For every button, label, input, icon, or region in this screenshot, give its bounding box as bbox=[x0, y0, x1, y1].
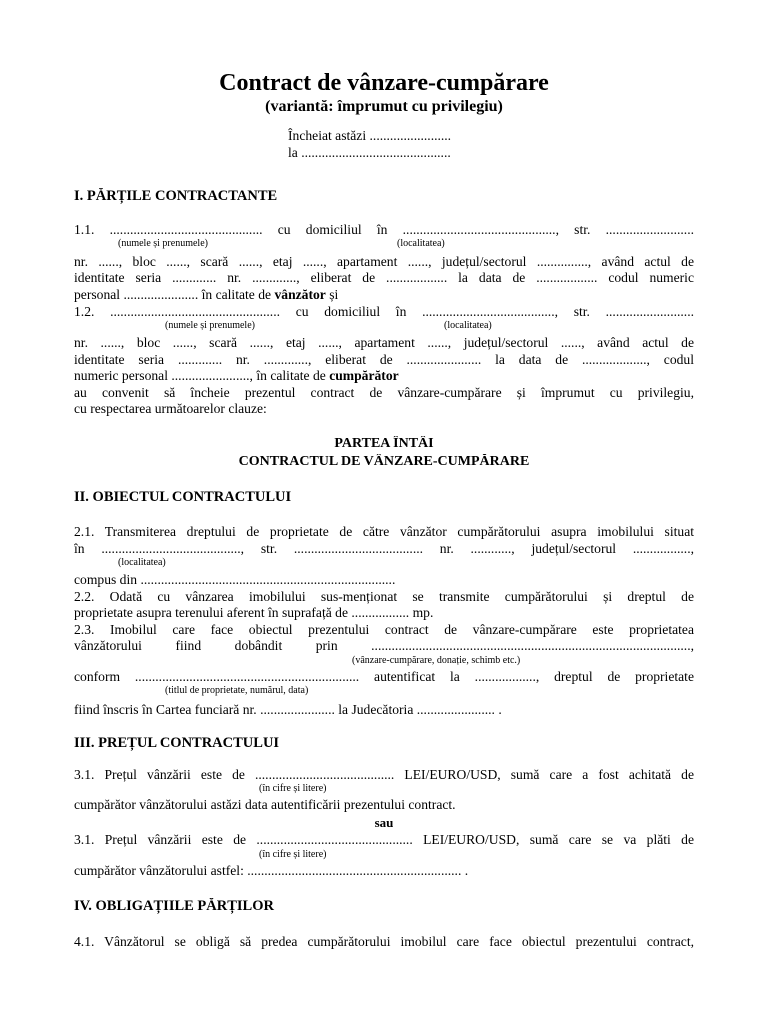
role-seller: vânzător bbox=[274, 287, 326, 302]
clause-2-3-line-4: fiind înscris în Cartea funciară nr. ...................... la Judecătoria ....................... . bbox=[74, 702, 502, 717]
caption-acquisition-mode: (vânzare-cumpărare, donație, schimb etc.) bbox=[352, 655, 521, 666]
clause-2-3-line-1: 2.3. Imobilul care face obiectul prezentului contract de vânzare-cumpărare este proprietatea bbox=[74, 622, 694, 637]
caption-amount-2: (în cifre și litere) bbox=[259, 849, 327, 860]
caption-locality-3: (localitatea) bbox=[118, 557, 166, 568]
caption-locality-2: (localitatea) bbox=[444, 320, 492, 331]
part-one-subheading: CONTRACTUL DE VÂNZARE-CUMPĂRARE bbox=[238, 454, 530, 469]
clause-1-1-line-1: 1.1. ............................................. cu domiciliul în ............................................., str. .......................... bbox=[74, 222, 694, 237]
clause-2-3-line-2: vânzătorului fiind dobândit prin .............................................................................................., bbox=[74, 638, 694, 653]
clause-1-2-line-2: nr. ......, bloc ......, scară ......, etaj ......, apartament ......, județul/sectorul ......, având actul de bbox=[74, 335, 694, 350]
clause-3-1a-line-2: cumpărător vânzătorului astăzi data autentificării prezentului contract. bbox=[74, 797, 456, 812]
section-2-heading: II. OBIECTUL CONTRACTULUI bbox=[74, 489, 292, 505]
agreement-line-2: cu respectarea următoarelor clauze: bbox=[74, 401, 267, 416]
caption-name-1: (numele și prenumele) bbox=[118, 238, 208, 249]
clause-3-1a-line-1: 3.1. Prețul vânzării este de ......................................... LEI/EURO/USD, sumă care a fost achitată de bbox=[74, 767, 694, 782]
clause-1-2-line-3: identitate seria ............. nr. ............., eliberat de ...................... la data de ..................., codul bbox=[74, 352, 694, 367]
intro-place-line: la ............................................ bbox=[288, 145, 451, 160]
part-one-heading: PARTEA ÎNTÂI bbox=[334, 436, 434, 451]
caption-amount-1: (în cifre și litere) bbox=[259, 783, 327, 794]
caption-property-title: (titlul de proprietate, numărul, data) bbox=[165, 685, 309, 696]
clause-2-2-line-1: 2.2. Odată cu vânzarea imobilului sus-menționat se transmite cumpărătorului și dreptul de bbox=[74, 589, 694, 604]
clause-1-1-line-2: nr. ......, bloc ......, scară ......, etaj ......, apartament ......, județul/sectorul ..............., având actul de bbox=[74, 254, 694, 269]
clause-2-1-line-2: în ........................................., str. ...................................... nr. ............, județul/sectorul ................., bbox=[74, 541, 694, 556]
alternative-or: sau bbox=[374, 815, 394, 830]
section-4-heading: IV. OBLIGAȚIILE PĂRȚILOR bbox=[74, 898, 274, 914]
role-buyer: cumpărător bbox=[329, 368, 399, 383]
clause-3-1b-line-2: cumpărător vânzătorului astfel: ............................................................... . bbox=[74, 863, 469, 878]
document-title: Contract de vânzare-cumpărare bbox=[219, 70, 549, 96]
clause-1-1-line-3: identitate seria ............. nr. ............., eliberat de .................. la data de .................. codul numeric bbox=[74, 270, 694, 285]
intro-date-line: Încheiat astăzi ........................ bbox=[288, 128, 452, 143]
caption-name-2: (numele și prenumele) bbox=[165, 320, 255, 331]
clause-2-1-line-1: 2.1. Transmiterea dreptului de proprietate de către vânzător cumpărătorului asupra imobilului situat bbox=[74, 524, 694, 539]
clause-2-1-line-3: compus din ........................................................................... bbox=[74, 572, 396, 587]
agreement-line-1: au convenit să încheie prezentul contract de vânzare-cumpărare și împrumut cu privilegiu, bbox=[74, 385, 694, 400]
caption-locality-1: (localitatea) bbox=[397, 238, 445, 249]
section-3-heading: III. PREȚUL CONTRACTULUI bbox=[74, 735, 280, 751]
clause-2-3-line-3: conform .................................................................. autentificat la .................., dreptul de proprietate bbox=[74, 669, 694, 684]
clause-3-1b-line-1: 3.1. Prețul vânzării este de .............................................. LEI/EURO/USD, sumă care se va plăti de bbox=[74, 832, 694, 847]
document-subtitle: (variantă: împrumut cu privilegiu) bbox=[265, 98, 503, 115]
section-1-heading: I. PĂRȚILE CONTRACTANTE bbox=[74, 188, 278, 204]
clause-1-2-line-1: 1.2. .................................................. cu domiciliul în ......................................., str. .......................... bbox=[74, 304, 694, 319]
clause-1-1-line-4: personal ...................... în calitate de vânzător și bbox=[74, 287, 339, 302]
clause-4-1-line-1: 4.1. Vânzătorul se obligă să predea cumpărătorului imobilul care face obiectul prezentului contract, bbox=[74, 934, 694, 949]
clause-2-2-line-2: proprietate asupra terenului aferent în suprafață de ................. mp. bbox=[74, 605, 434, 620]
clause-1-2-line-4: numeric personal ......................., în calitate de cumpărător bbox=[74, 368, 399, 383]
